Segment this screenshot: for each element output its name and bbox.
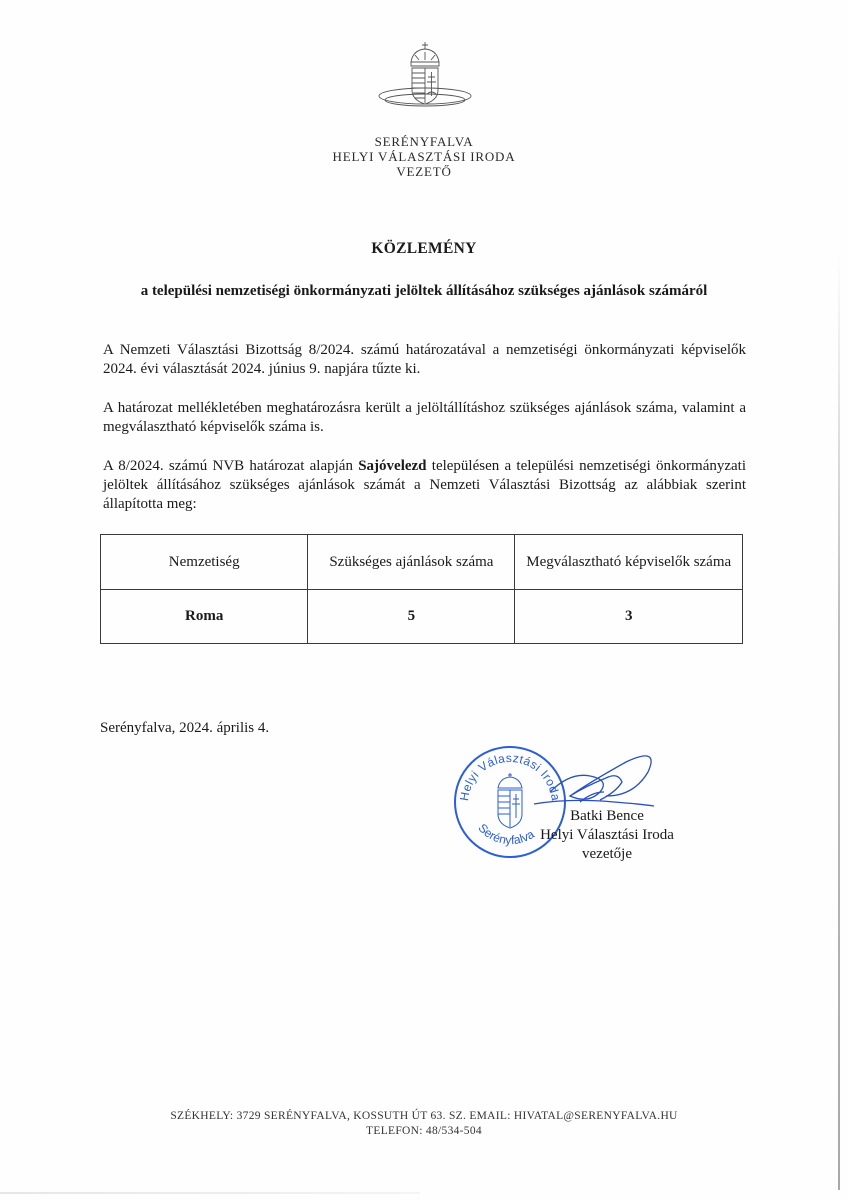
settlement-name: Sajóvelezd	[358, 458, 427, 474]
cell-nationality: Roma	[101, 590, 308, 644]
cell-electable-representatives: 3	[515, 590, 743, 644]
footer-address-email: SZÉKHELY: 3729 SERÉNYFALVA, KOSSUTH ÚT 63. SZ. EMAIL: HIVATAL@SERENYFALVA.HU	[170, 1110, 678, 1122]
scan-edge-divider-bottom	[0, 1192, 420, 1194]
header-required-recommendations: Szükséges ajánlások száma	[308, 535, 515, 590]
signer-role-suffix: vezetője	[582, 846, 632, 862]
letterhead	[0, 134, 848, 179]
hungarian-coat-of-arms-icon	[375, 40, 475, 115]
signer-name: Batki Bence	[570, 808, 644, 824]
table-row	[101, 590, 743, 644]
letterhead-municipality: SERÉNYFALVA	[374, 134, 474, 149]
signer-role: Helyi Választási Iroda	[540, 827, 674, 843]
footer-phone: TELEFON: 48/534-504	[366, 1125, 482, 1137]
footer-contact	[0, 1109, 848, 1139]
svg-text:Helyi Választási Iroda: Helyi Választási Iroda	[456, 750, 563, 802]
place-and-date: Serényfalva, 2024. április 4.	[100, 720, 270, 736]
svg-text:Serényfalva: Serényfalva	[475, 820, 537, 848]
table-header-row	[101, 535, 743, 590]
scan-edge-divider	[838, 245, 840, 1190]
document-subtitle: a települési nemzetiségi önkormányzati jelöltek állításához szükséges ajánlások számáról	[140, 283, 708, 299]
letterhead-role: VEZETŐ	[396, 164, 452, 179]
recommendations-table	[100, 534, 743, 644]
paragraph-election-date: A Nemzeti Választási Bizottság 8/2024. számú határozatával a nemzetiségi önkormányzati képviselők 2024. évi választását 2024. június 9. napjára tűzte ki.	[103, 342, 746, 377]
header-nationality: Nemzetiség	[101, 535, 308, 590]
paragraph-annex: A határozat mellékletében meghatározásra került a jelöltállításhoz szükséges ajánlások száma, valamint a megválasztható képviselők száma is.	[103, 400, 746, 435]
paragraph-decision	[103, 457, 746, 514]
header-electable-representatives: Megválasztható képviselők száma	[515, 535, 743, 590]
letterhead-office: HELYI VÁLASZTÁSI IRODA	[332, 149, 516, 164]
paragraph-decision-lead: A 8/2024. számú NVB határozat alapján	[103, 458, 359, 474]
document-title: KÖZLEMÉNY	[371, 240, 477, 257]
cell-required-recommendations: 5	[308, 590, 515, 644]
signature-block	[527, 807, 687, 864]
paragraph-decision-rest: településen a települési nemzetiségi önkormányzati jelöltek állításához szükséges ajánlások számát a Nemzeti Választási Bizottság az alábbiak szerint állapította meg:	[103, 458, 747, 512]
